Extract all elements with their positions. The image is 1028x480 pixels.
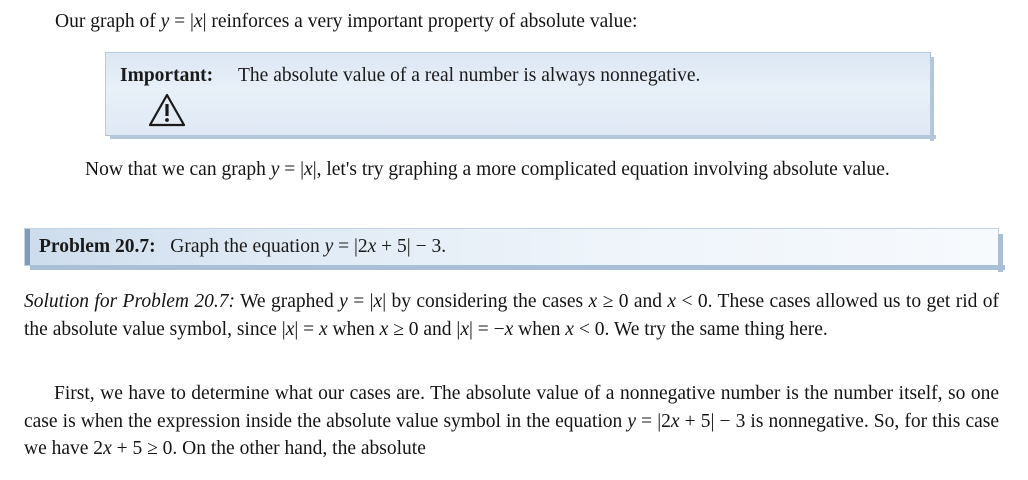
- solution-heading: Solution for Problem 20.7:: [24, 291, 236, 312]
- problem-banner: [24, 228, 999, 266]
- callout-shadow-bottom: [110, 135, 936, 139]
- intro-paragraph: Our graph of y = |x| reinforces a very important property of absolute value:: [55, 11, 638, 32]
- problem-text: Problem 20.7: Graph the equation y = |2x + 5| − 3.: [39, 236, 447, 257]
- warning-exclamation-icon: [148, 93, 186, 127]
- important-label: Important:: [120, 65, 214, 86]
- problem-label: Problem 20.7:: [39, 236, 156, 257]
- body-paragraph: First, we have to determine what our cases are. The absolute value of a nonnegative number is the number itself, so one case is when the expression inside the absolute value symbol in the equation y = |2x + 5| − 3 is nonnegative. So, for this case we have 2x + 5 ≥ 0. On the other hand, the absolute: [24, 383, 1000, 460]
- important-text: The absolute value of a real number is always nonnegative.: [238, 65, 701, 86]
- problem-accent-bar: [25, 229, 30, 265]
- important-callout-box: [105, 52, 931, 136]
- problem-shadow-bottom: [30, 265, 1005, 270]
- transition-paragraph: Now that we can graph y = |x|, let's try graphing a more complicated equation involving absolute value.: [85, 159, 890, 180]
- solution-paragraph: Solution for Problem 20.7: We graphed y = |x| by considering the cases x ≥ 0 and x < 0. These cases allowed us to get rid of the absolute value symbol, since |x| = x when x ≥ 0 and |x| = −x when x < 0. We try the same thing here.: [24, 291, 1000, 340]
- callout-shadow-right: [930, 57, 934, 141]
